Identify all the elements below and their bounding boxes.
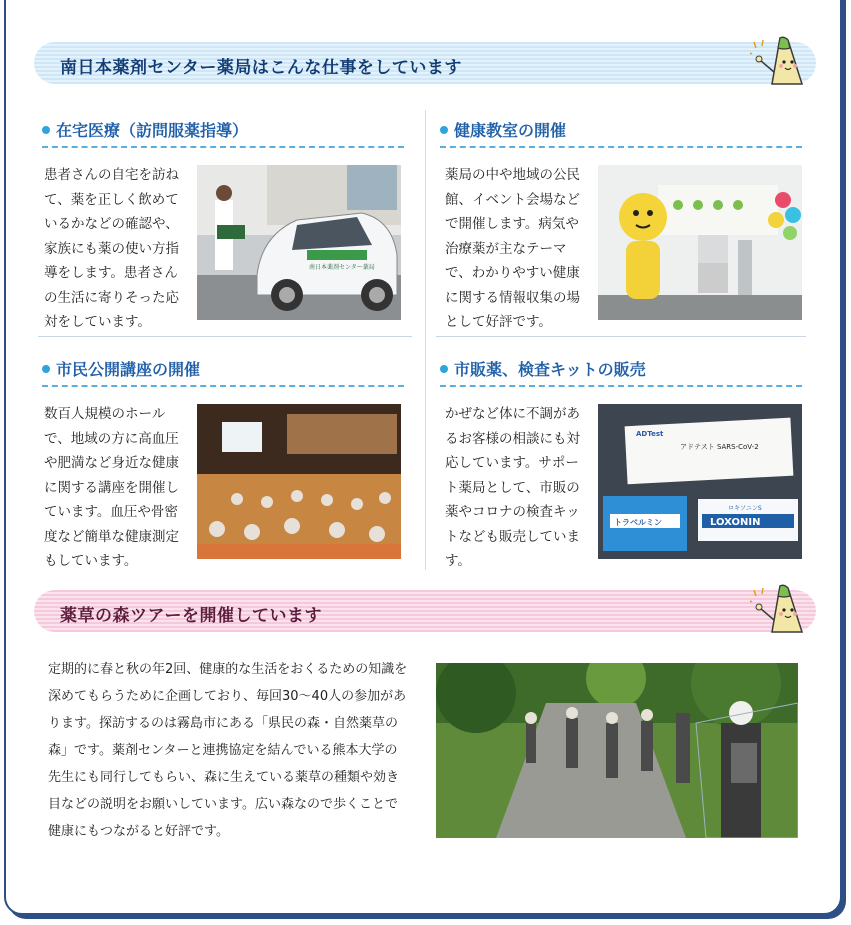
bullet-dot-icon — [42, 126, 50, 134]
column-divider — [425, 110, 426, 570]
mascot-icon — [750, 582, 806, 634]
photo-herb-forest-walk — [436, 663, 798, 838]
dashed-divider — [42, 385, 404, 387]
section-title-public-lecture: 市民公開講座の開催 — [42, 357, 200, 380]
banner-title: 南日本薬剤センター薬局はこんな仕事をしています — [60, 58, 462, 78]
bullet-dot-icon — [440, 126, 448, 134]
banner-pharmacy-work — [34, 42, 816, 84]
photo-lecture-hall — [197, 404, 401, 559]
section-title-health-class: 健康教室の開催 — [440, 118, 566, 141]
svg-text:トラベルミン: トラベルミン — [614, 518, 662, 527]
section-text-public-lecture: 数百人規模のホールで、地域の方に高血圧や肥満など身近な健康に関する講座を開催しています。血圧や骨密度など簡単な健康測定もしています。 — [44, 406, 179, 569]
section-text-home-care: 患者さんの自宅を訪ねて、薬を正しく飲めているかなどの確認や、家族にも薬の使い方指導をします。患者さんの生活に寄りそった応対をしています。 — [44, 167, 179, 330]
svg-text:アドテスト SARS-CoV-2: アドテスト SARS-CoV-2 — [680, 443, 759, 451]
svg-text:ADTest: ADTest — [636, 430, 664, 438]
bullet-dot-icon — [440, 365, 448, 373]
svg-text:LOXONIN: LOXONIN — [710, 517, 761, 528]
banner-title: 薬草の森ツアーを開催しています — [60, 606, 322, 626]
dashed-divider — [42, 146, 404, 148]
dashed-divider — [440, 146, 802, 148]
svg-text:南日本薬剤センター薬局: 南日本薬剤センター薬局 — [309, 264, 375, 271]
row-divider-left — [38, 336, 412, 337]
photo-health-class-mascot — [598, 165, 802, 320]
photo-test-kits — [598, 404, 802, 559]
banner-herb-forest-tour — [34, 590, 816, 632]
photo-home-visit-car — [197, 165, 401, 320]
dashed-divider — [440, 385, 802, 387]
mascot-icon — [750, 34, 806, 86]
section-title-home-care: 在宅医療（訪問服薬指導） — [42, 118, 248, 141]
tour-description: 定期的に春と秋の年2回、健康的な生活をおくるための知識を深めてもらうために企画しており、毎回30〜40人の参加があります。探訪するのは霧島市にある「県民の森・自然薬草の森」です。薬剤センターと連携協定を結んでいる熊本大学の先生にも同行してもらい、森に生えている薬草の種類や効き目などの説明をお願いしています。広い森なので歩くことで健康にもつながると好評です。 — [48, 662, 408, 839]
section-text-otc-sales: かぜなど体に不調があるお客様の相談にも対応しています。サポート薬局として、市販の薬やコロナの検査キットなども販売しています。 — [445, 406, 580, 569]
section-title-otc-sales: 市販薬、検査キットの販売 — [440, 357, 646, 380]
row-divider-right — [436, 336, 806, 337]
section-text-health-class: 薬局の中や地域の公民館、イベント会場などで開催します。病気や治療薬が主なテーマで、わかりやすい健康に関する情報収集の場として好評です。 — [445, 167, 580, 330]
bullet-dot-icon — [42, 365, 50, 373]
svg-text:ロキソニンS: ロキソニンS — [728, 505, 762, 512]
